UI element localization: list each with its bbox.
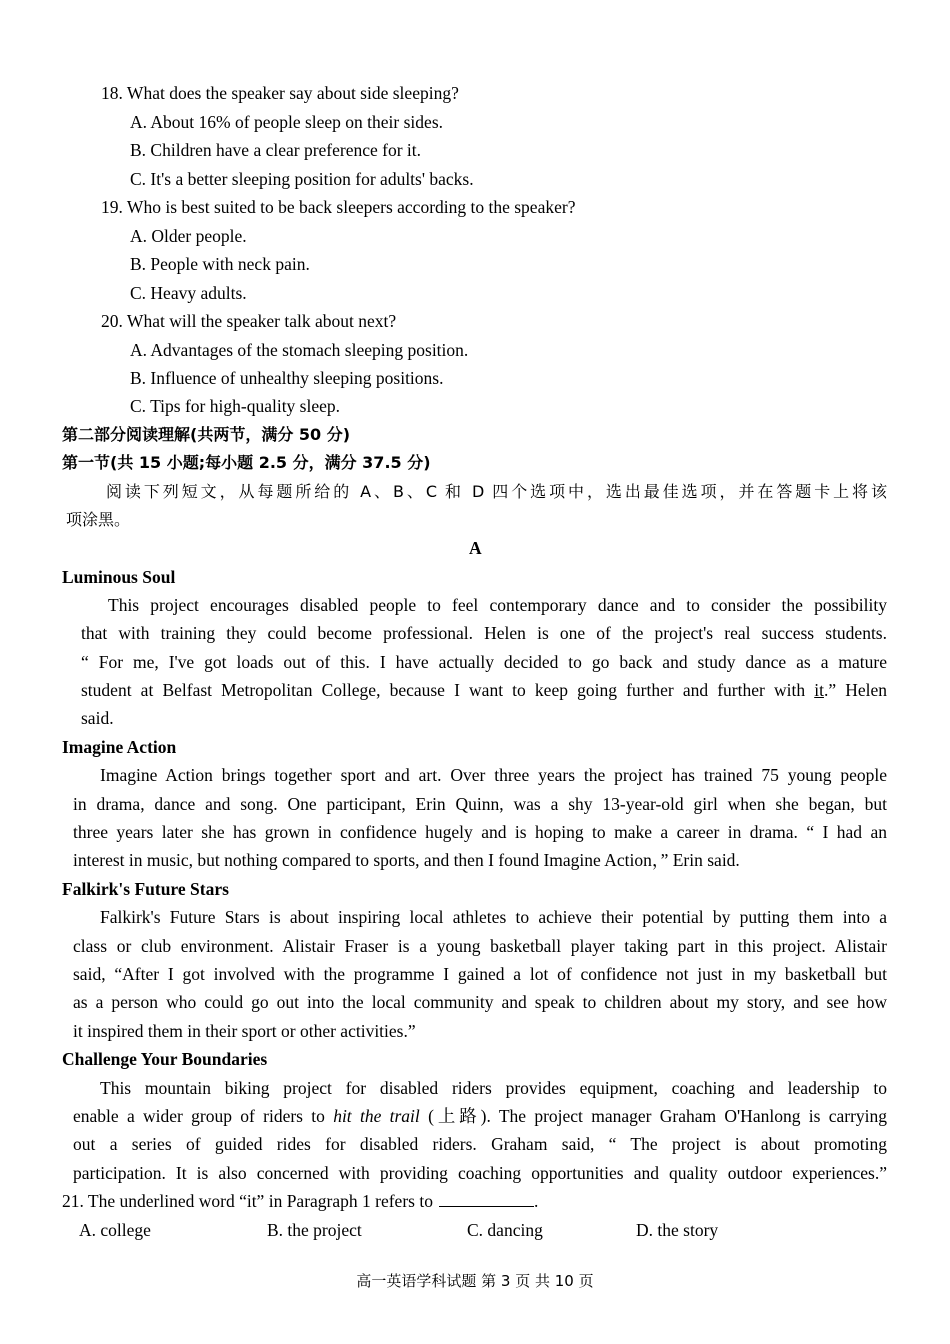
paragraph-line: three years later she has grown in confidence hugely and is hoping to make a career in drama. “ I had an [73,822,887,842]
question-20-option-c: C. Tips for high-quality sleep. [130,396,341,416]
question-21-option-b: B. the project [267,1220,362,1240]
underlined-word-it: it [814,680,824,700]
paragraph-line [73,1105,887,1127]
paragraph-line: said, “After I got involved with the programme I gained a lot of confidence not just in my basketball but [73,964,887,984]
paragraph-line: “ For me, I've got loads out of this. I have actually decided to go back and study dance as a mature [81,652,887,672]
question-19-option-b: B. People with neck pain. [130,254,310,274]
section-title-challenge-your-boundaries: Challenge Your Boundaries [62,1049,268,1069]
question-21-stem [62,1190,538,1212]
question-19-option-c: C. Heavy adults. [130,283,247,303]
paragraph-line: as a person who could go out into the local community and speak to children about my story, and see how [73,992,887,1012]
question-21-option-c: C. dancing [467,1220,543,1240]
answer-blank [439,1190,534,1207]
question-19-stem: 19. Who is best suited to be back sleepers according to the speaker? [101,197,576,217]
paragraph-line: said. [81,708,114,728]
paragraph-line: it inspired them in their sport or other activities.” [73,1021,416,1041]
italic-phrase: hit the trail [333,1106,420,1126]
question-18-option-a: A. About 16% of people sleep on their sides. [130,112,444,132]
section-1-heading: 第一节(共 15 小题;每小题 2.5 分，满分 37.5 分) [62,453,431,472]
paragraph-line: class or club environment. Alistair Fraser is a young basketball player taking part in this project. Alistair [73,936,887,956]
passage-letter: A [469,538,482,558]
question-20-option-a: A. Advantages of the stomach sleeping position. [130,340,469,360]
question-20-stem: 20. What will the speaker talk about next? [101,311,397,331]
question-19-option-a: A. Older people. [130,226,247,246]
paragraph-line: that with training they could become professional. Helen is one of the project's real success students. [81,623,887,643]
paragraph-line: This mountain biking project for disabled riders provides equipment, coaching and leadership to [100,1078,887,1098]
section-title-imagine-action: Imagine Action [62,737,177,757]
paragraph-line: interest in music, but nothing compared to sports, and then I found Imagine Action，” Erin said. [73,850,740,870]
paragraph-line: Imagine Action brings together sport and art. Over three years the project has trained 75 young people [100,765,887,785]
paragraph-text: (上路). The project manager Graham O'Hanlong is carrying [428,1106,888,1126]
paragraph-text: enable a wider group of riders to [73,1106,325,1126]
page-footer: 高一英语学科试题 第 3 页 共 10 页 [356,1272,594,1290]
paragraph-text: .” Helen [823,680,888,700]
part-2-heading: 第二部分阅读理解(共两节，满分 50 分) [62,425,351,444]
paragraph-line: participation. It is also concerned with providing coaching opportunities and quality outdoor experiences.” [73,1163,887,1183]
question-18-option-b: B. Children have a clear preference for it. [130,140,422,160]
question-20-option-b: B. Influence of unhealthy sleeping positions. [130,368,444,388]
paragraph-line: This project encourages disabled people to feel contemporary dance and to consider the possibility [108,595,887,615]
instructions-line-1: 阅读下列短文，从每题所给的 A、B、C 和 D 四个选项中，选出最佳选项，并在答题卡上将该 [106,482,887,501]
paragraph-text: student at Belfast Metropolitan College, because I want to keep going further and further with [81,680,806,700]
paragraph-line: in drama, dance and song. One participant, Erin Quinn, was a shy 13-year-old girl when she began, but [73,794,887,814]
section-title-falkirks-future-stars: Falkirk's Future Stars [62,879,229,899]
question-21-text: 21. The underlined word “it” in Paragraph 1 refers to [62,1191,433,1211]
instructions-line-2: 项涂黑。 [66,510,131,529]
paragraph-line: out a series of guided rides for disabled riders. Graham said, “ The project is about promoting [73,1134,887,1154]
question-21-end: . [533,1191,539,1211]
section-title-luminous-soul: Luminous Soul [62,567,176,587]
question-21-option-d: D. the story [636,1220,719,1240]
paragraph-line: Falkirk's Future Stars is about inspiring local athletes to achieve their potential by putting them into a [100,907,887,927]
question-21-option-a: A. college [79,1220,151,1240]
question-18-option-c: C. It's a better sleeping position for adults' backs. [130,169,474,189]
paragraph-line [81,679,887,701]
question-18-stem: 18. What does the speaker say about side sleeping? [101,83,459,103]
